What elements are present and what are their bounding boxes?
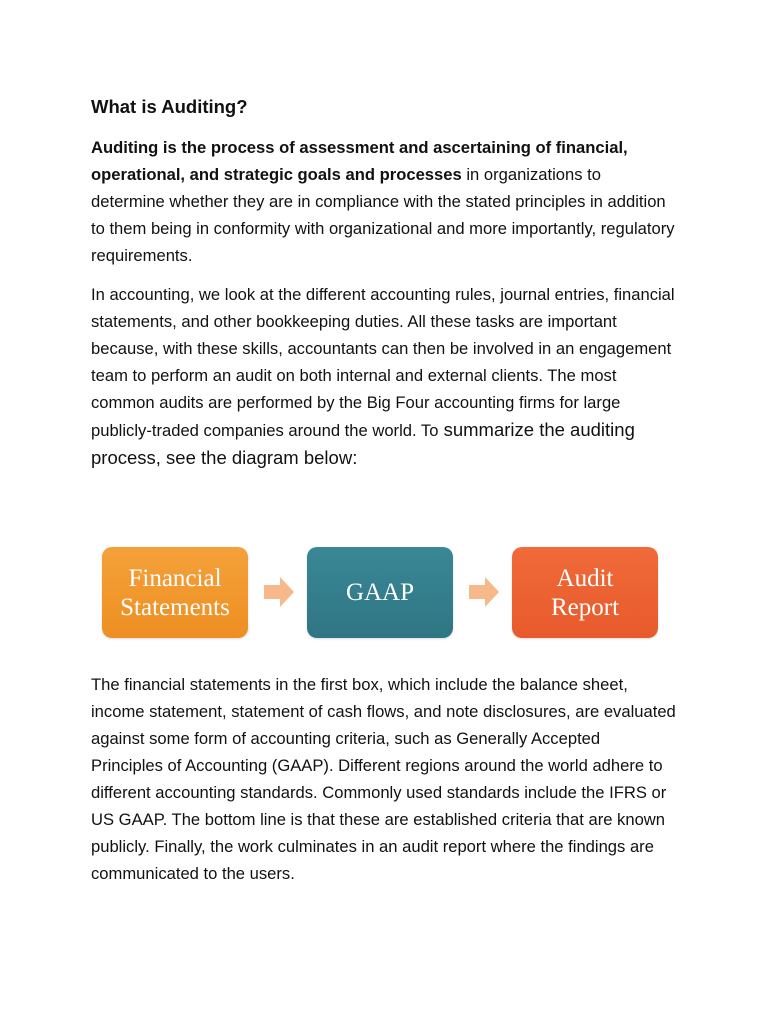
page-title: What is Auditing? [91,96,248,117]
accounting-text: In accounting, we look at the different accounting rules, journal entries, financial statements, and other bookkeeping duties. All these tasks are important because, with these skills, accountants can then be involved in an engagement team to perform an audit on both internal and external clients. The most common audits are performed by the Big Four accounting firms for large publicly-traded companies around the world. To [91,285,675,440]
box2-line1: GAAP [345,579,415,606]
definition-paragraph [91,134,676,269]
arrow-right-icon [467,575,501,609]
box3-line2: Report [550,593,620,621]
accounting-paragraph [91,281,676,472]
definition-text: in organizations to determine whether they are in compliance with the stated principles in addition to them being in conformity with organizational and more importantly, regulatory requirements. [91,165,675,265]
arrow-right-icon [262,575,296,609]
financial-statements-box [102,547,248,638]
explanation-paragraph: The financial statements in the first box, which include the balance sheet, income statement, statement of cash flows, and note disclosures, are evaluated against some form of accounting criteria, such as Generally Accepted Principles of Accounting (GAAP). Different regions around the world adhere to different accounting standards. Commonly used standards include the IFRS or US GAAP. The bottom line is that these are established criteria that are known publicly. Finally, the work culminates in an audit report where the findings are communicated to the users. [91,675,676,883]
box1-line2: Statements [120,593,230,621]
definition-bold-text: Auditing is the process of assessment and ascertaining of financial, operational, and strategic goals and processes [91,138,628,184]
audit-report-box [512,547,658,638]
gaap-box [307,547,453,638]
diagram-intro-text: summarize the auditing process, see the diagram below: [91,419,635,468]
box3-line1: Audit [556,564,614,592]
box1-line1: Financial [128,564,222,592]
